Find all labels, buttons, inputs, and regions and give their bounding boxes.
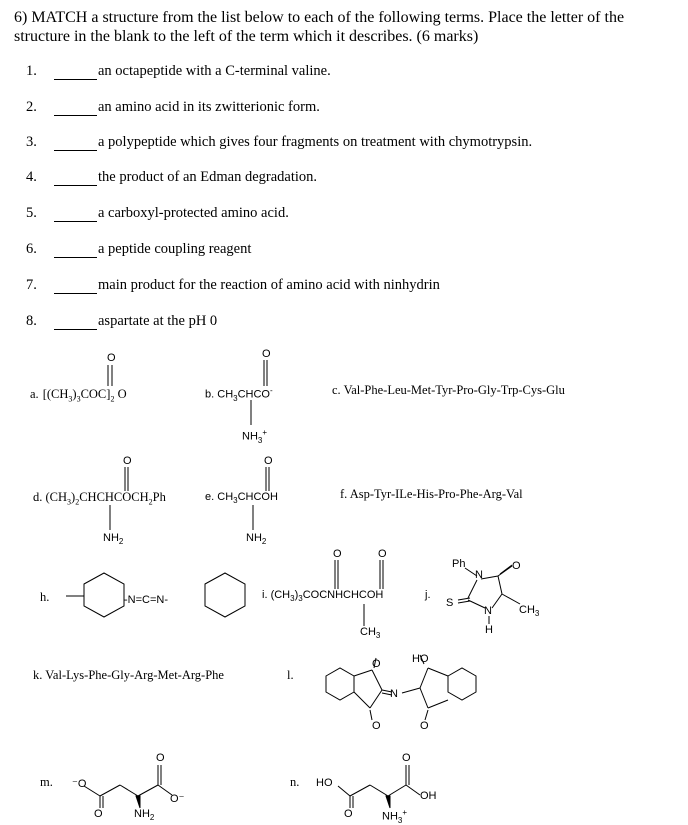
structure-m-label: m.	[40, 775, 53, 789]
structure-k: k. Val-Lys-Phe-Gly-Arg-Met-Arg-Phe	[33, 668, 224, 682]
question-text: aspartate at the pH 0	[98, 313, 218, 329]
structure-m-o-top: O	[156, 752, 165, 764]
structure-m-o-left: ⁻O	[72, 778, 87, 790]
structure-l-benzene-left	[326, 668, 354, 700]
structure-a: a. $[(CH_3)_3COC]_2$ O	[30, 387, 127, 404]
structure-l-o3: O	[420, 720, 429, 732]
question-text: a peptide coupling reagent	[98, 241, 252, 257]
question-text: an octapeptide with a C-terminal valine.	[98, 63, 331, 79]
structure-i-o2: O	[378, 548, 387, 560]
structure-b-carbonyl-o: O	[262, 348, 271, 360]
question-number: 2.	[26, 99, 37, 115]
structure-e: e. $CH_3CHCOH$	[205, 491, 278, 506]
structure-l-label: l.	[287, 668, 294, 682]
structure-j-h: H	[485, 624, 493, 636]
structure-l-o1: O	[372, 658, 381, 670]
question-number: 7.	[26, 277, 37, 293]
structure-f: f. Asp-Tyr-ILe-His-Pro-Phe-Arg-Val	[340, 487, 523, 501]
structure-m-o-bottom: O	[94, 808, 103, 820]
question-intro: 6) MATCH a structure from the list below to each of the following terms. Place the letter of the structure in the blank to the left of the term which it describes. (6 marks)	[14, 9, 625, 45]
structure-d-carbonyl-o: O	[123, 455, 132, 467]
structure-d: d. $(CH_3)_2CHCHCOCH_2Ph$	[33, 490, 166, 507]
question-number: 5.	[26, 205, 37, 221]
question-number: 8.	[26, 313, 37, 329]
structure-l-benzene-right	[448, 668, 476, 700]
structure-i-methyl: $CH_3$	[360, 626, 381, 641]
question-text: a polypeptide which gives four fragments on treatment with chymotrypsin.	[98, 134, 533, 150]
structure-l-n: N	[390, 688, 398, 700]
structure-j-methyl: $CH_3$	[519, 604, 540, 619]
question-number: 1.	[26, 63, 37, 79]
structure-j-n2: N	[484, 605, 492, 617]
question-text: a carboxyl-protected amino acid.	[98, 205, 289, 221]
structure-j-s: S	[446, 597, 454, 609]
structure-m-amine: $NH_2$	[134, 808, 155, 823]
structure-e-amine: $NH_2$	[246, 532, 267, 547]
structure-e-carbonyl-o: O	[264, 455, 273, 467]
structure-n-ho: HO	[316, 777, 333, 789]
structure-l-o2: O	[372, 720, 381, 732]
structure-m-o-right: O⁻	[170, 793, 185, 805]
structure-d-amine: $NH_2$	[103, 532, 124, 547]
question-text: main product for the reaction of amino acid with ninhydrin	[98, 277, 440, 293]
structure-l-ho: HO	[412, 653, 429, 665]
structure-n-ammonium: $NH_3^+$	[382, 808, 408, 825]
structure-c: c. Val-Phe-Leu-Met-Tyr-Pro-Gly-Trp-Cys-Glu	[332, 383, 565, 397]
structure-j-o: O	[512, 560, 521, 572]
structure-a-carbonyl-o: O	[107, 352, 116, 364]
structure-n-o-top: O	[402, 752, 411, 764]
structure-j-ph: Ph	[452, 558, 466, 570]
question-number: 3.	[26, 134, 37, 150]
structure-h-ring-right	[205, 573, 245, 617]
question-text: the product of an Edman degradation.	[98, 169, 318, 185]
structure-i-o1: O	[333, 548, 342, 560]
question-number: 6.	[26, 241, 37, 257]
structure-h-carbodiimide: -N=C=N-	[124, 594, 169, 606]
structure-h-ring-left	[84, 573, 124, 617]
structure-j-n1: N	[475, 569, 483, 581]
question-text: an amino acid in its zwitterionic form.	[98, 99, 320, 115]
structure-b-ammonium: $NH_3^+$	[242, 428, 268, 445]
structure-b: b. $CH_3CHCO^-$	[205, 386, 273, 403]
structure-i: i. $(CH_3)_3COCNHCHCOH$	[262, 589, 384, 604]
structure-n-label: n.	[290, 775, 300, 789]
question-number: 4.	[26, 169, 37, 185]
structure-n-o-bottom: O	[344, 808, 353, 820]
structure-h-label: h.	[40, 590, 50, 604]
structure-j-label: j.	[425, 589, 431, 601]
structure-a-label: a.	[30, 387, 39, 401]
structure-n-oh: OH	[420, 790, 437, 802]
